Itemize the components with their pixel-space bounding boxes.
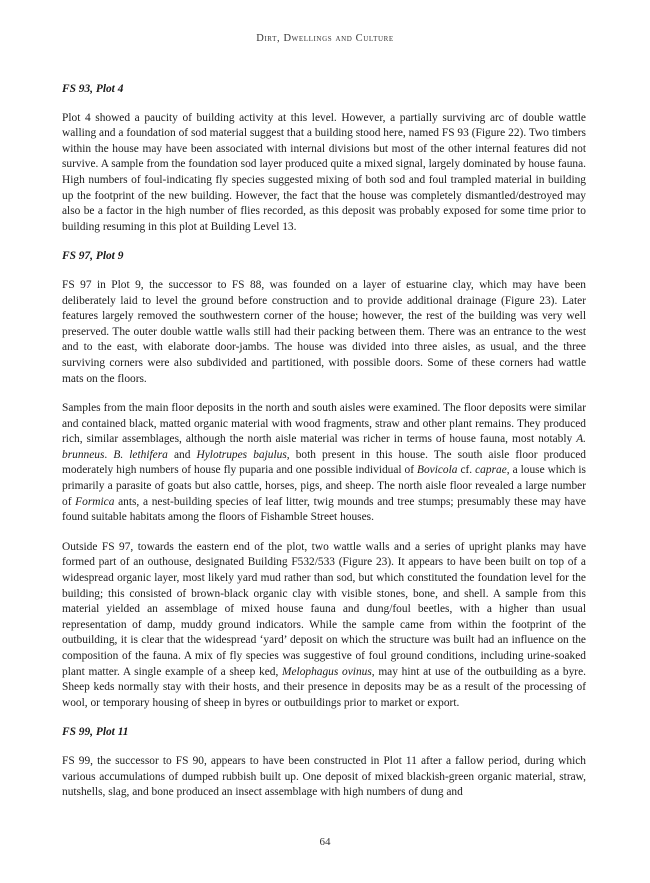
taxon-name: B. lethifera [113,448,168,461]
taxon-name: A. brunneus [62,433,586,461]
page-number: 64 [319,836,331,848]
text-run: FS 99, the successor to FS 90, appears to have been constructed in Plot 11 after a fallow period, during which various accumulations of dumped rubbish built up. One deposit of mixed blackish-green organic material, straw, nutshells, slag, and bone produced an insect assemblage with high numbers of dung and [62,754,586,799]
section-heading: FS 97, Plot 9 [62,250,124,263]
text-run: Samples from the main floor deposits in the north and south aisles were examined. The floor deposits were similar and contained black, matted organic material with wood fragments, straw and other plant remains. They produced rich, similar assemblages, although the north aisle material was richer in terms of house fauna, most notably [62,402,586,446]
section-fs93 [62,82,586,235]
section-fs97 [62,249,586,711]
paragraph [62,540,586,712]
paragraph [62,111,586,236]
section-heading: FS 99, Plot 11 [62,726,129,739]
taxon-name: Bovicola [417,464,458,477]
text-run: Plot 4 showed a paucity of building activity at this level. However, a partially surviving arc of double wattle walling and a foundation of sod material suggest that a building stood here, named FS 93 (Figure 22). Two timbers within the house may have been associated with internal divisions but most of the other internal features did not survive. A sample from the foundation sod layer produced quite a mixed signal, largely dominated by house fauna. High numbers of foul-indicating fly species suggested mixing of both sod and foul trampled material in building up the footprint of the new building. However, the fact that the house was completely dismantled/destroyed may also be a factor in the high number of flies recorded, as this deposit was probably exposed for some time prior to building resuming in this plot at Building Level 13. [62,111,586,233]
text-run: ants, a nest-building species of leaf litter, twig mounds and tree stumps; presumably these may have found suitable habitats among the floors of Fishamble Street houses. [62,495,586,524]
page-body [62,82,586,815]
taxon-name: caprae [475,464,507,477]
taxon-name: Melophagus ovinus [282,665,372,678]
text-run: . [104,448,114,461]
text-run: , may hint at use of the outbuilding as a byre. Sheep keds normally stay with their hosts, and their presence in deposits may be as a result of the processing of wool, or temporary housing of sheep in byres or outbuildings prior to market or export. [62,665,586,709]
section-fs99 [62,725,586,800]
text-run: and [167,448,197,461]
text-run: , a louse which is primarily a parasite of goats but also cattle, horses, pigs, and sheep. The north aisle floor revealed a large number of [62,464,586,508]
section-heading: FS 93, Plot 4 [62,83,124,95]
paragraph [62,401,586,526]
paragraph [62,278,586,387]
text-run: FS 97 in Plot 9, the successor to FS 88, was founded on a layer of estuarine clay, which may have been deliberately laid to level the ground before construction and to provide additional drainage (Figure 23). Later features largely removed the southwestern corner of the house; however, the rest of the building was very well preserved. The outer double wattle walls still had their packing between them. There was an entrance to the west and to the east, with elaborate door-jambs. The house was divided into three aisles, as usual, and the three surviving corners were also subdivided and partitioned, with possible doors. Some of these corners had wattle mats on the floors. [62,278,586,385]
text-run: cf. [457,464,476,477]
paragraph [62,754,586,801]
text-run: , both present in this house. The south aisle floor produced moderately high numbers of house fly puparia and one possible individual of [62,448,587,477]
taxon-name: Formica [75,495,115,508]
taxon-name: Hylotrupes bajulus [196,448,287,461]
text-run: Outside FS 97, towards the eastern end of the plot, two wattle walls and a series of upright planks may have formed part of an outhouse, designated Building F532/533 (Figure 23). It appears to have been built on top of a widespread organic layer, most likely yard mud rather than sod, but which constituted the foundation level for the building; this consisted of brown-black organic clay with visible stones, bone, and shell. A sample from this material yielded an assemblage of mixed house fauna and dung/foul beetles, with a higher than usual representation of damp, muddy ground indicators. While the sample came from within the footprint of the outbuilding, it is clear that the widespread ‘yard’ deposit on which the structure was built had an influence on the composition of the fauna. A mix of fly species was suggestive of foul ground conditions, including urine-soaked plant matter. A single example of a sheep ked, [62,540,586,678]
running-head: Dirt, Dwellings and Culture [256,33,394,44]
